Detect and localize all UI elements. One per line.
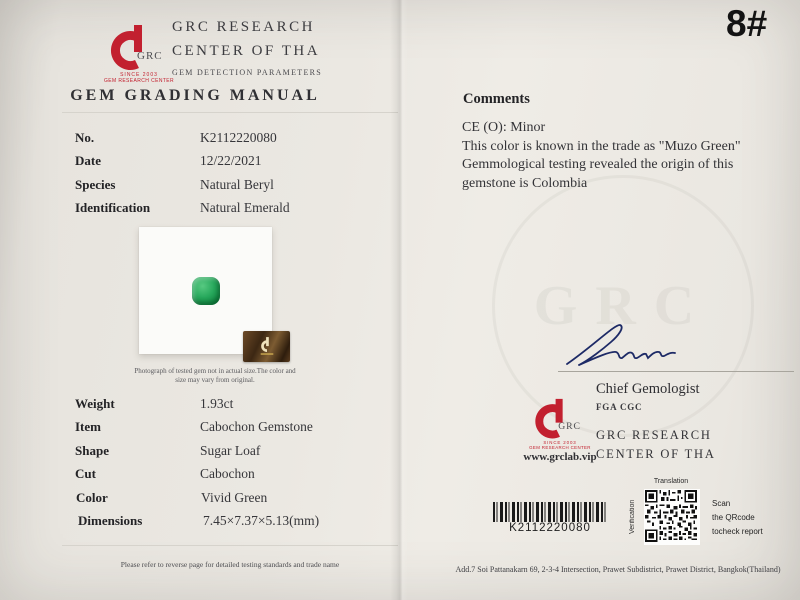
field-label: Dimensions <box>78 513 143 528</box>
reverse-page-note: Please refer to reverse page for detailed testing standards and trade name <box>120 560 340 569</box>
logo-center-text: GEM RESEARCH CENTER <box>529 445 591 451</box>
org-name-line1: GRC RESEARCH <box>172 19 315 35</box>
field-value: Natural Emerald <box>200 200 290 215</box>
field-value: 7.45×7.37×5.13(mm) <box>203 513 320 528</box>
field-row-date <box>75 153 385 169</box>
qr-verification-label: Verification <box>629 499 636 535</box>
barcode <box>493 502 607 522</box>
signature <box>563 320 697 368</box>
field-value: Cabochon Gemstone <box>200 419 313 434</box>
field-row-identification <box>75 200 385 216</box>
field-row-no <box>75 130 385 146</box>
hologram-sticker <box>243 331 290 362</box>
hologram-grc-icon <box>258 336 276 358</box>
website-url: www.grclab.vip <box>523 451 597 463</box>
field-row-weight <box>75 396 385 412</box>
field-label: Species <box>75 177 116 192</box>
comments-title: Comments <box>463 91 530 107</box>
field-value: 1.93ct <box>200 396 234 411</box>
logo-since-text: SINCE 2003 <box>543 440 577 446</box>
field-label: Identification <box>75 200 151 215</box>
field-row-color <box>76 490 386 506</box>
field-value: Cabochon <box>200 466 255 481</box>
grc-logo-right <box>520 398 601 451</box>
signature-line <box>558 371 794 372</box>
qr-code <box>644 489 700 545</box>
field-label: Item <box>75 419 101 434</box>
field-value: K2112220080 <box>200 130 277 145</box>
field-row-shape <box>75 443 385 459</box>
field-row-species <box>75 177 385 193</box>
grc-logo-mark-icon <box>532 398 588 440</box>
embossed-watermark: GRC <box>492 175 754 437</box>
org-name-line2: CENTER OF THA <box>596 447 716 461</box>
qr-scan-note: Scan the QRcode tocheck report <box>712 499 763 536</box>
org-subtitle: GEM DETECTION PARAMETERS <box>172 68 323 77</box>
lab-address: Add.7 Soi Pattanakarn 69, 2-3-4 Intersection, Prawet Subdistrict, Prawet District, Bangkok(Thailand) <box>455 565 781 574</box>
header-divider <box>62 112 398 113</box>
field-row-item <box>75 419 385 435</box>
comments-text: CE (O): Minor This color is known in the trade as "Muzo Green" Gemmological testing revealed the origin of this gemstone is Colombia <box>462 120 741 191</box>
org-name-line2: CENTER OF THA <box>172 43 321 59</box>
logo-since-text: SINCE 2003 <box>120 72 158 78</box>
field-row-cut <box>75 466 385 482</box>
field-value: Natural Beryl <box>200 177 274 192</box>
field-label: Color <box>76 490 108 505</box>
footer-divider <box>62 545 398 546</box>
signer-credentials: FGA CGC <box>596 402 643 412</box>
photo-caption: Photograph of tested gem not in actual size.The color and size may vary from original. <box>134 367 296 384</box>
field-value: 12/22/2021 <box>200 153 262 168</box>
qr-translation-label: Translation <box>653 478 689 485</box>
field-label: No. <box>75 130 95 145</box>
barcode-number: K2112220080 <box>509 522 591 534</box>
logo-text: GRC <box>558 420 581 432</box>
logo-center-text: GEM RESEARCH CENTER <box>103 78 175 84</box>
field-row-dimensions <box>78 513 388 529</box>
logo-text: GRC <box>137 50 163 62</box>
field-label: Cut <box>75 466 96 481</box>
signer-title: Chief Gemologist <box>596 381 700 397</box>
gem-image <box>192 277 220 305</box>
field-label: Weight <box>75 396 115 411</box>
field-value: Vivid Green <box>201 490 268 505</box>
org-name-line1: GRC RESEARCH <box>596 428 712 442</box>
field-value: Sugar Loaf <box>200 443 261 458</box>
photo-number-label: 8# <box>726 3 768 44</box>
page-fold <box>390 0 408 600</box>
field-label: Date <box>75 153 101 168</box>
field-label: Shape <box>75 443 109 458</box>
grc-logo-mark-icon <box>107 24 171 72</box>
page-title: GEM GRADING MANUAL <box>70 87 320 104</box>
